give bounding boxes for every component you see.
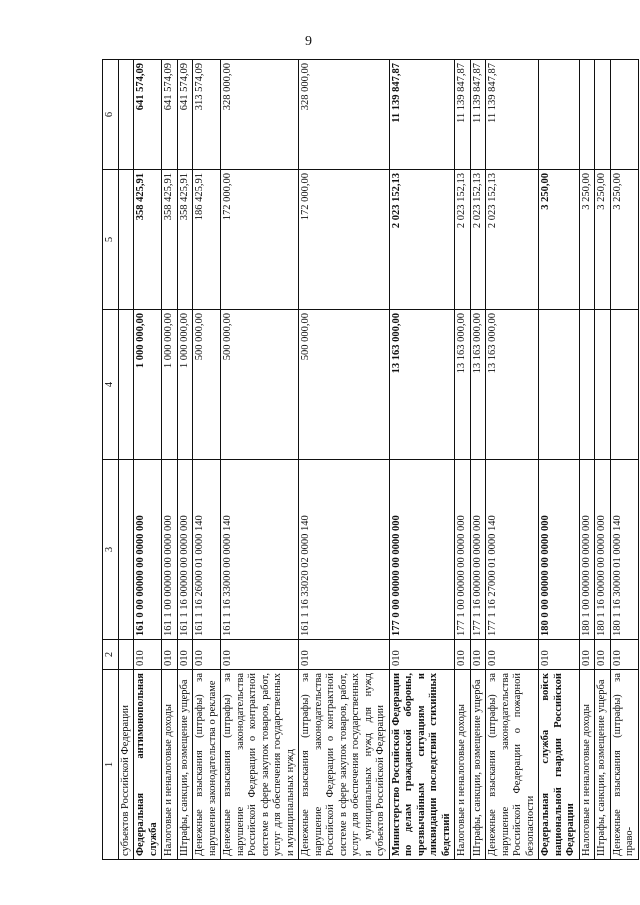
row-plan: 13 163 000,00 <box>486 310 539 460</box>
row-code <box>118 640 134 670</box>
row-remainder: 641 574,09 <box>177 60 193 170</box>
row-kbk: 180 0 00 00000 00 0000 000 <box>539 460 580 640</box>
table-row <box>389 60 455 860</box>
row-fact: 3 250,00 <box>610 170 638 310</box>
row-remainder: 11 139 847,87 <box>470 60 486 170</box>
row-name: Штрафы, санкции, возмещение ущерба <box>177 670 193 860</box>
row-kbk: 180 1 00 00000 00 0000 000 <box>579 460 595 640</box>
row-plan <box>539 310 580 460</box>
table-row <box>162 60 178 860</box>
row-remainder <box>118 60 134 170</box>
row-plan: 1 000 000,00 <box>162 310 178 460</box>
table-row <box>595 60 611 860</box>
row-code: 010 <box>610 640 638 670</box>
row-plan <box>579 310 595 460</box>
row-kbk: 161 1 00 00000 00 0000 000 <box>162 460 178 640</box>
row-name: Федеральная служба войск национальной гвардии Российской Федерации <box>539 670 580 860</box>
row-fact: 172 000,00 <box>299 170 390 310</box>
row-plan: 13 163 000,00 <box>455 310 471 460</box>
row-name: Налоговые и неналоговые доходы <box>455 670 471 860</box>
row-kbk: 161 1 16 26000 01 0000 140 <box>193 460 221 640</box>
row-plan: 1 000 000,00 <box>134 310 162 460</box>
row-remainder: 328 000,00 <box>299 60 390 170</box>
page-number: 9 <box>305 34 312 49</box>
row-remainder: 11 139 847,87 <box>486 60 539 170</box>
row-name: Министерство Российской Федерации по делам гражданской обороны, чрезвычайным ситуациям и ликвидации последствий стихийных бедствий <box>389 670 455 860</box>
row-code: 010 <box>389 640 455 670</box>
table-row <box>193 60 221 860</box>
row-remainder <box>579 60 595 170</box>
table-row <box>118 60 134 860</box>
row-plan: 13 163 000,00 <box>389 310 455 460</box>
row-plan: 500 000,00 <box>193 310 221 460</box>
row-code: 010 <box>486 640 539 670</box>
row-fact: 2 023 152,13 <box>389 170 455 310</box>
row-name: Налоговые и неналоговые доходы <box>579 670 595 860</box>
table-header-row <box>103 60 119 860</box>
row-name: Налоговые и неналоговые доходы <box>162 670 178 860</box>
row-kbk: 161 1 16 00000 00 0000 000 <box>177 460 193 640</box>
table-row <box>539 60 580 860</box>
row-name: Денежные взыскания (штрафы) за нарушение законодательства о рекламе <box>193 670 221 860</box>
row-name: Штрафы, санкции, возмещение ущерба <box>595 670 611 860</box>
row-code: 010 <box>455 640 471 670</box>
table-row <box>177 60 193 860</box>
row-name: субъектов Российской Федерации <box>118 670 134 860</box>
row-code: 010 <box>539 640 580 670</box>
row-kbk: 177 1 00 00000 00 0000 000 <box>455 460 471 640</box>
row-name: Федеральная антимонопольная служба <box>134 670 162 860</box>
row-code: 010 <box>595 640 611 670</box>
row-fact: 186 425,91 <box>193 170 221 310</box>
row-kbk: 180 1 16 30000 01 0000 140 <box>610 460 638 640</box>
row-plan <box>595 310 611 460</box>
header-col-4: 4 <box>103 310 119 460</box>
row-plan: 13 163 000,00 <box>470 310 486 460</box>
row-code: 010 <box>470 640 486 670</box>
table-row <box>455 60 471 860</box>
row-kbk: 161 0 00 00000 00 0000 000 <box>134 460 162 640</box>
row-remainder: 641 574,09 <box>134 60 162 170</box>
row-code: 010 <box>162 640 178 670</box>
row-code: 010 <box>299 640 390 670</box>
row-kbk: 161 1 16 33000 00 0000 140 <box>221 460 299 640</box>
table-row <box>486 60 539 860</box>
rotated-table-container <box>102 60 635 860</box>
row-remainder <box>610 60 638 170</box>
row-plan: 500 000,00 <box>221 310 299 460</box>
row-plan: 1 000 000,00 <box>177 310 193 460</box>
table-row <box>579 60 595 860</box>
row-kbk: 177 1 16 00000 00 0000 000 <box>470 460 486 640</box>
row-kbk: 177 0 00 00000 00 0000 000 <box>389 460 455 640</box>
row-remainder: 11 139 847,87 <box>455 60 471 170</box>
row-fact: 2 023 152,13 <box>470 170 486 310</box>
row-remainder: 313 574,09 <box>193 60 221 170</box>
row-fact <box>118 170 134 310</box>
row-fact: 172 000,00 <box>221 170 299 310</box>
table-row <box>610 60 638 860</box>
row-name: Штрафы, санкции, возмещение ущерба <box>470 670 486 860</box>
row-kbk: 177 1 16 27000 01 0000 140 <box>486 460 539 640</box>
row-remainder <box>539 60 580 170</box>
row-plan: 500 000,00 <box>299 310 390 460</box>
row-kbk: 180 1 16 00000 00 0000 000 <box>595 460 611 640</box>
row-fact: 2 023 152,13 <box>486 170 539 310</box>
row-remainder: 11 139 847,87 <box>389 60 455 170</box>
table-row <box>470 60 486 860</box>
row-fact: 3 250,00 <box>579 170 595 310</box>
row-fact: 358 425,91 <box>177 170 193 310</box>
row-plan <box>118 310 134 460</box>
row-remainder <box>595 60 611 170</box>
row-fact: 3 250,00 <box>595 170 611 310</box>
table-row <box>299 60 390 860</box>
row-code: 010 <box>579 640 595 670</box>
row-code: 010 <box>177 640 193 670</box>
row-name: Денежные взыскания (штрафы) за нарушение законодательства Российской Федерации о контрактной системе в сфере закупок товаров, работ, услуг для обеспечения государственных и муниципальных нужд для нужд субъектов Российской Федерации <box>299 670 390 860</box>
header-col-5: 5 <box>103 170 119 310</box>
row-plan <box>610 310 638 460</box>
row-name: Денежные взыскания (штрафы) за нарушение законодательства Российской Федерации о пожарной безопасности <box>486 670 539 860</box>
row-fact: 3 250,00 <box>539 170 580 310</box>
table-row <box>221 60 299 860</box>
row-remainder: 641 574,09 <box>162 60 178 170</box>
header-col-3: 3 <box>103 460 119 640</box>
row-name: Денежные взыскания (штрафы) за право- <box>610 670 638 860</box>
row-kbk <box>118 460 134 640</box>
header-col-6: 6 <box>103 60 119 170</box>
row-fact: 358 425,91 <box>134 170 162 310</box>
row-remainder: 328 000,00 <box>221 60 299 170</box>
row-kbk: 161 1 16 33020 02 0000 140 <box>299 460 390 640</box>
row-code: 010 <box>193 640 221 670</box>
header-col-2: 2 <box>103 640 119 670</box>
revenue-table <box>102 59 639 860</box>
row-code: 010 <box>134 640 162 670</box>
row-name: Денежные взыскания (штрафы) за нарушение законодательства Российской Федерации о контрактной системе в сфере закупок товаров, работ, услуг для обеспечения государственных и муниципальных нужд <box>221 670 299 860</box>
row-fact: 2 023 152,13 <box>455 170 471 310</box>
table-body <box>118 60 638 860</box>
table-row <box>134 60 162 860</box>
header-col-1: 1 <box>103 670 119 860</box>
row-fact: 358 425,91 <box>162 170 178 310</box>
row-code: 010 <box>221 640 299 670</box>
